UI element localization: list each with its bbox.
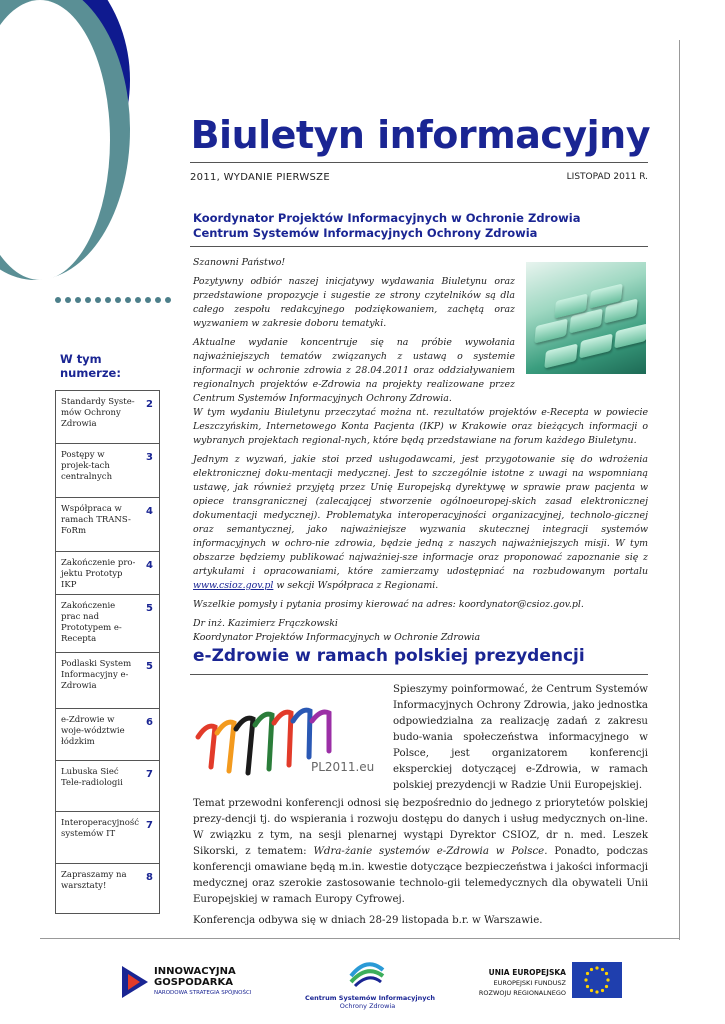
toc-item[interactable]	[56, 653, 159, 709]
edition-label: 2011, WYDANIE PIERWSZE	[190, 172, 330, 183]
toc-heading-line1: W tym	[60, 352, 102, 366]
letter-contact: Wszelkie pomysły i pytania prosimy kierować na adres: koordynator@csioz.gov.pl.	[193, 599, 584, 610]
table-of-contents	[55, 390, 160, 914]
portal-link[interactable]: www.csioz.gov.pl	[193, 580, 274, 591]
toc-item-label: Standardy Syste-mów Ochrony Zdrowia	[61, 397, 135, 429]
toc-item[interactable]	[56, 812, 159, 864]
signature-name: Dr inż. Kazimierz Frączkowski	[193, 618, 338, 629]
toc-item-label: Zakończenie pro-jektu Prototyp IKP	[61, 558, 136, 590]
presidency-logo-text: PL2011.eu	[311, 760, 375, 774]
organization-divider	[190, 246, 648, 247]
section-intro: Spieszymy poinformować, że Centrum Systemów Informacyjnych Ochrony Zdrowia, jako jednostka odpowiedzialna za realizację zadań z zakresu budo-wania społeczeństwa informacyjnego w Polsce, jest organizatorem konferencji eksperckiej dotyczącej e-Zdrowia, w ramach polskiej prezydencji w Radzie Unii Europejskiej.	[393, 684, 648, 791]
letter-paragraph: Jednym z wyzwań, jakie stoi przed usługodawcami, jest przygotowanie się do wdrożenia elektronicznej doku-mentacji medycznej. Jest to szczególnie istotne z uwagi na wspomnianą ustawę, jak również przyjętą przez Unię Europejską dyrektywę w sprawie praw pacjenta w opiece transgranicznej (zalecającej stworzenie ogólnoeuropej-skich zasad elektronicznej dokumentacji medycznej). Problematyka interoperacyjności organizacyjnej, technolo-gicznej oraz semantycznej, jako najważniejsze wyzwania skutecznej integracji systemów informacyjnych w ochro-nie zdrowia, będzie jedną z naszych najważniejszych misji. W tym obszarze będziemy publikować najważniej-sze informacje oraz proponować zapoznanie się z artykułami i opracowaniami, które zamierzamy udostępniać na rozbudowanym portalu www.csioz.gov.pl w sekcji Współpraca z Regionami.	[193, 454, 648, 591]
toc-item-label: Podlaski System Informacyjny e-Zdrowia	[61, 659, 132, 691]
toc-item-page: 5	[146, 603, 153, 614]
organization-line1: Koordynator Projektów Informacyjnych w Ochronie Zdrowia	[193, 211, 581, 225]
eu-flag-icon	[572, 962, 622, 998]
section-title: e-Zdrowie w ramach polskiej prezydencji	[193, 646, 585, 666]
toc-item-page: 6	[146, 717, 153, 728]
page-title: Biuletyn informacyjny	[190, 113, 650, 157]
letter-paragraph: Pozytywny odbiór naszej inicjatywy wydawania Biuletynu oraz przedstawione propozycje i sugestie ze strony czytelników są dla całego zespołu redakcyjnego podziękowaniem, zachętą oraz wyzwaniem w zakresie doboru tematyki.	[193, 276, 515, 329]
toc-item-page: 4	[146, 560, 153, 571]
toc-item-page: 7	[146, 769, 153, 780]
presidency-logo	[193, 705, 378, 780]
letter-greeting: Szanowni Państwo!	[193, 257, 286, 268]
toc-item[interactable]	[56, 498, 159, 552]
eu-fund-label: UNIA EUROPEJSKA EUROPEJSKI FUNDUSZ ROZWOJU REGIONALNEGO	[478, 968, 566, 997]
page-border-right	[679, 40, 680, 940]
editor-letter	[193, 256, 648, 650]
toc-item-label: Lubuska Sieć Tele-radiologii	[61, 767, 123, 788]
toc-item[interactable]	[56, 709, 159, 761]
toc-item[interactable]	[56, 444, 159, 498]
letter-paragraph: W tym wydaniu Biuletynu przeczytać można nt. rezultatów projektów e-Recepta w powiecie Leszczyńskim, Internetowego Konta Pacjenta (IKP) w Krakowie oraz bieżących informacji o wybranych projektach regional-nych, które będą przedstawiane na forum każdego Biuletynu.	[193, 407, 648, 446]
section-paragraph: Konferencja odbywa się w dniach 28-29 listopada b.r. w Warszawie.	[193, 915, 543, 926]
toc-item-label: Zapraszamy na warsztaty!	[61, 870, 127, 891]
toc-item[interactable]	[56, 864, 159, 914]
footer-logos: INNOWACYJNA GOSPODARKA NARODOWA STRATEGIA SPÓJNOŚCI Centrum Systemów Informacyjnych Ochrony Zdrowia UNIA EUROPEJSKA EUROPEJSKI FUNDUSZ ROZWOJU REGIONALNEGO	[0, 950, 725, 1024]
title-divider	[190, 162, 648, 163]
toc-item[interactable]	[56, 391, 159, 444]
toc-item[interactable]	[56, 761, 159, 812]
page-border-bottom	[40, 938, 680, 939]
letter-paragraph: Aktualne wydanie koncentruje się na próbie wywołania najważniejszych tematów związanych z ustawą o systemie informacji w ochronie zdrowia z 28.04.2011 oraz oddziaływaniem regionalnych projektów e-Zdrowia na projekty realizowane przez Centrum Systemów Informacyjnych Ochrony Zdrowia.	[193, 337, 515, 404]
decorative-dots	[55, 297, 171, 303]
section-paragraph: Temat przewodni konferencji odnosi się bezpośrednio do jednego z priorytetów polskiej prezy-dencji tj. do wspierania i rozwoju dostępu do danych i usług medycznych on-line. W związku z tym, na sesji plenarnej wystąpi Dyrektor CSIOZ, dr n. med. Leszek Sikorski, z tematem: Wdra-żanie systemów e-Zdrowia w Polsce. Ponadto, podczas konferencji omawiane będą m.in. kwestie dotyczące bezpieczeństwa i jakości informacji medycznej oraz szerokie zastosowanie technolo-gii telemedycznych dla obywateli Unii Europejskiej w ramach Europy Cyfrowej.	[193, 798, 648, 905]
toc-item-page: 3	[146, 452, 153, 463]
issue-date: LISTOPAD 2011 R.	[566, 172, 648, 182]
toc-item-label: Zakończenie prac nad Prototypem e-Recepta	[61, 601, 122, 644]
signature-role: Koordynator Projektów Informacyjnych w Ochronie Zdrowia	[193, 632, 481, 643]
section-body	[193, 796, 648, 934]
toc-item-page: 5	[146, 661, 153, 672]
toc-item-page: 7	[146, 820, 153, 831]
toc-item-label: Postępy w projek-tach centralnych	[61, 450, 113, 482]
toc-item-page: 8	[146, 872, 153, 883]
toc-item-page: 2	[146, 399, 153, 410]
toc-item-label: Współpraca w ramach TRANS-FoRm	[61, 504, 131, 536]
toc-item-label: e-Zdrowie w woje-wództwie łódzkim	[61, 715, 125, 747]
toc-item-label: Interoperacyjność systemów IT	[61, 818, 139, 839]
organization-line2: Centrum Systemów Informacyjnych Ochrony Zdrowia	[193, 226, 538, 240]
toc-item[interactable]	[56, 595, 159, 653]
organization-block	[193, 211, 580, 241]
section-divider	[190, 674, 648, 675]
toc-item-page: 4	[146, 506, 153, 517]
toc-item[interactable]	[56, 552, 159, 595]
toc-heading	[60, 352, 121, 380]
toc-heading-line2: numerze:	[60, 366, 121, 380]
